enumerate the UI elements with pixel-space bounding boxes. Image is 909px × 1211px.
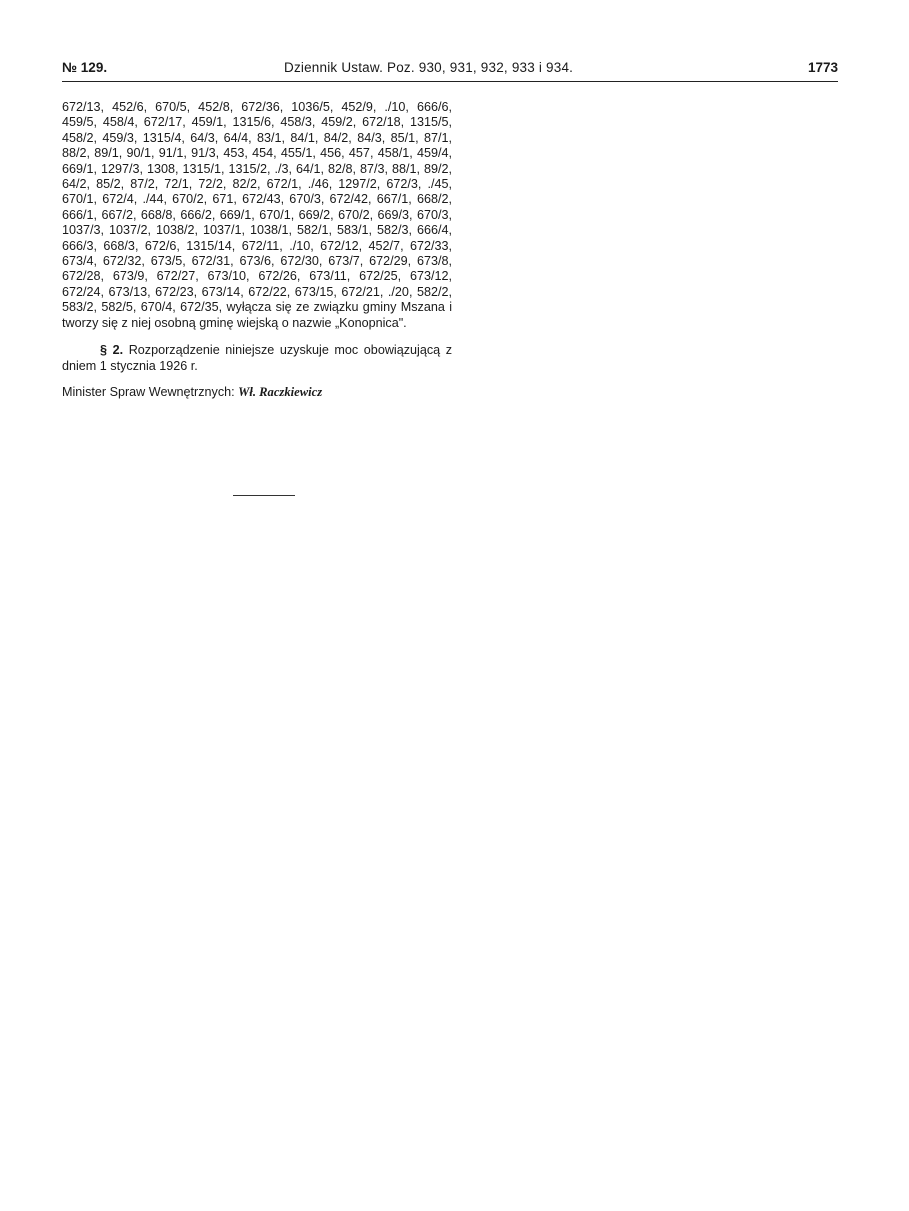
page-header	[62, 60, 838, 80]
section-2-paragraph	[62, 343, 452, 374]
section-label: § 2.	[100, 343, 124, 358]
issue-number: № 129.	[62, 60, 108, 75]
journal-title: Dziennik Ustaw. Poz. 930, 931, 932, 933 i 934.	[284, 60, 574, 75]
signature-prefix: Minister Spraw Wewnętrznych:	[62, 384, 235, 399]
signature-line	[62, 385, 452, 400]
signature-name: Wł. Raczkiewicz	[238, 384, 323, 399]
end-rule	[233, 495, 295, 496]
page-number: 1773	[807, 60, 838, 75]
text-column	[62, 100, 452, 400]
header-rule	[62, 81, 838, 82]
section-text: Rozporządzenie niniejsze uzyskuje moc obowiązującą z dniem 1 stycznia 1926 r.	[62, 343, 452, 373]
parcel-list-paragraph: 672/13, 452/6, 670/5, 452/8, 672/36, 1036/5, 452/9, ./10, 666/6, 459/5, 458/4, 672/17, 459/1, 1315/6, 458/3, 459/2, 672/18, 1315/5, 458/2, 459/3, 1315/4, 64/3, 64/4, 83/1, 84/1, 84/2, 84/3, 85/1, 87/1, 88/2, 89/1, 90/1, 91/1, 91/3, 453, 454, 455/1, 456, 457, 458/1, 459/4, 669/1, 1297/3, 1308, 1315/1, 1315/2, ./3, 64/1, 82/8, 87/3, 88/1, 89/2, 64/2, 85/2, 87/2, 72/1, 72/2, 82/2, 672/1, ./46, 1297/2, 672/3, ./45, 670/1, 672/4, ./44, 670/2, 671, 672/43, 670/3, 672/42, 667/1, 668/2, 666/1, 667/2, 668/8, 666/2, 669/1, 670/1, 669/2, 670/2, 669/3, 670/3, 1037/3, 1037/2, 1038/2, 1037/1, 1038/1, 582/1, 583/1, 582/3, 666/4, 666/3, 668/3, 672/6, 1315/14, 672/11, ./10, 672/12, 452/7, 672/33, 673/4, 672/32, 673/5, 672/31, 673/6, 672/30, 673/7, 672/29, 673/8, 672/28, 673/9, 672/27, 673/10, 672/26, 673/11, 672/25, 673/12, 672/24, 673/13, 672/23, 673/14, 672/22, 673/15, 672/21, ./20, 582/2, 583/2, 582/5, 670/4, 672/35, wyłącza się ze związku gminy Mszana i tworzy się z niej osobną gminę wiejską o nazwie „Konopnica".	[62, 100, 452, 330]
